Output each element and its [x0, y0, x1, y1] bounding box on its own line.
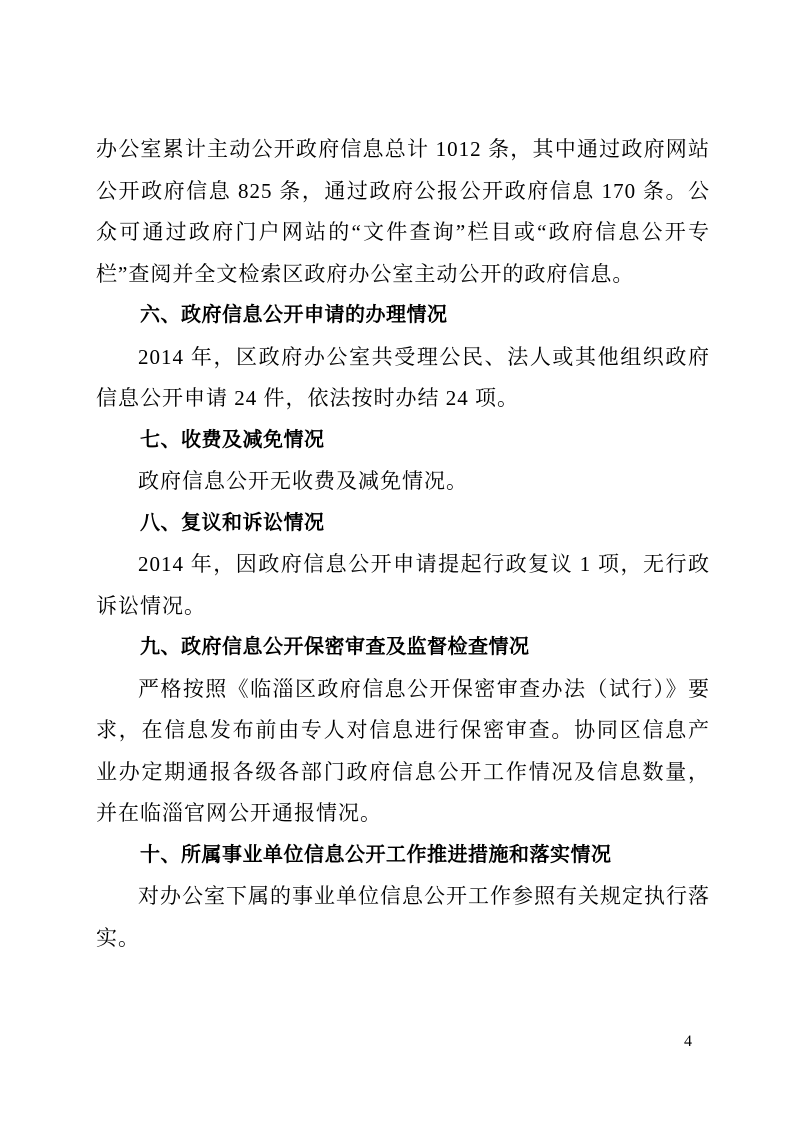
heading-section-nine-confidentiality-review: 九、政府信息公开保密审查及监督检查情况 [140, 636, 530, 658]
paragraph-reconsideration-litigation: 2014 年，因政府信息公开申请提起行政复议 1 项，无行政诉讼情况。 [96, 552, 710, 618]
heading-section-ten-subordinate-units: 十、所属事业单位信息公开工作推进措施和落实情况 [140, 843, 612, 866]
document-content [96, 129, 710, 959]
paragraph-fees-reductions: 政府信息公开无收费及减免情况。 [138, 469, 468, 493]
paragraph-proactive-disclosure-continued: 办公室累计主动公开政府信息总计 1012 条，其中通过政府网站公开政府信息 825 条，通过政府公报公开政府信息 170 条。公众可通过政府门户网站的“文件查询”栏目或“政府信息公开专栏”查阅并全文检索区政府办公室主动公开的政府信息。 [96, 137, 710, 286]
paragraph-subordinate-units: 对办公室下属的事业单位信息公开工作参照有关规定执行落实。 [96, 884, 710, 950]
heading-section-six-application-handling: 六、政府信息公开申请的办理情况 [140, 304, 448, 326]
heading-section-eight-reconsideration-litigation: 八、复议和诉讼情况 [140, 511, 325, 534]
paragraph-confidentiality-review: 严格按照《临淄区政府信息公开保密审查办法（试行）》要求，在信息发布前由专人对信息进行保密审查。协同区信息产业办定期通报各级各部门政府信息公开工作情况及信息数量，并在临淄官网公开通报情况。 [96, 676, 710, 825]
page-number: 4 [684, 1033, 692, 1050]
heading-section-seven-fees-reductions: 七、收费及减免情况 [140, 428, 325, 451]
paragraph-application-handling: 2014 年，区政府办公室共受理公民、法人或其他组织政府信息公开申请 24 件，依法按时办结 24 项。 [96, 344, 710, 410]
